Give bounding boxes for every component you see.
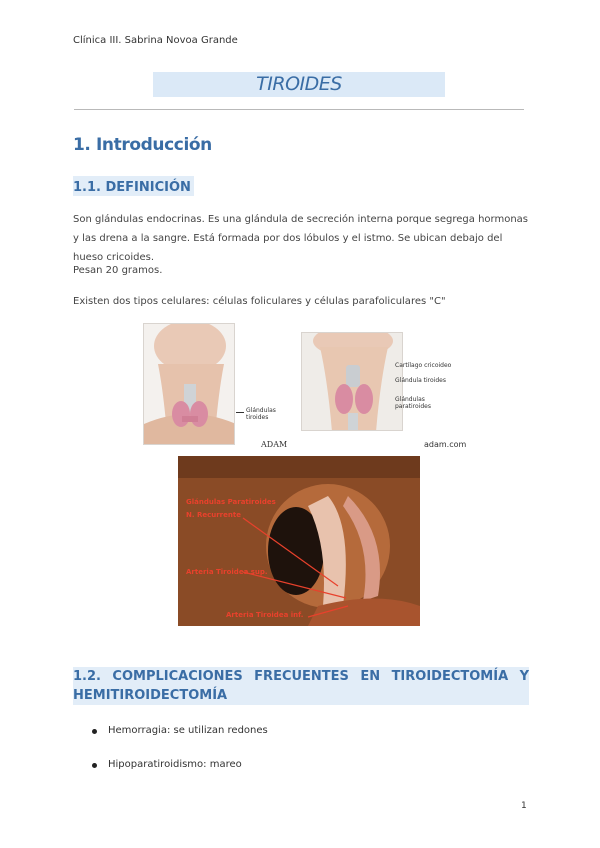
surgical-photo-parathyroid [178,456,420,626]
bullet-icon [92,763,97,768]
document-title: TIROIDES [256,73,342,95]
credit-adam-left: ADAM [261,440,288,449]
page-number: 1 [521,801,527,811]
figure2-label-thyroid: Glándula tiroides [395,377,446,384]
list-item-text: Hemorragia: se utilizan redones [108,725,268,736]
thyroid-neck-illustration [143,323,235,445]
caption-leader-line [236,412,244,413]
thyroid-neck-svg [144,324,235,445]
subsection-heading-box-definicion [73,176,194,196]
list-item [92,758,512,792]
title-divider [74,109,524,110]
paragraph-cell-types: Existen dos tipos celulares: células foliculares y células parafoliculares "C" [73,296,446,307]
figure1-caption: Glándulas tiroides [246,407,276,421]
photo-label-recurrent-nerve: N. Recurrente [186,511,241,519]
figure2-label-cricoid: Cartílago cricoideo [395,362,452,369]
list-item-text: Hipoparatiroidismo: mareo [108,759,242,770]
subsection-heading-box-complicaciones [73,667,529,705]
running-header: Clínica III. Sabrina Novoa Grande [73,35,238,46]
paragraph-weight: Pesan 20 gramos. [73,265,163,276]
credit-adam-right: adam.com [424,440,467,449]
complications-list [92,724,512,792]
thyroid-anatomy-illustration [301,332,403,431]
surgical-photo-svg [178,456,420,626]
paragraph-definition: Son glándulas endocrinas. Es una glándula de secreción interna porque segrega hormonas y las drena a la sangre. Está formada por dos lóbulos y el istmo. Se ubican debajo del hueso cricoides. [73,214,528,263]
subsection-heading-complicaciones: 1.2. COMPLICACIONES FRECUENTES EN TIROIDECTOMÍA Y HEMITIROIDECTOMÍA [73,669,529,703]
bullet-icon [92,729,97,734]
figure2-label-parathyroid: Glándulas paratiroides [395,396,431,410]
document-title-box [153,72,445,97]
photo-label-inferior-artery: Arteria Tiroidea inf. [226,611,304,619]
photo-label-parathyroid: Glándulas Paratiroides [186,498,276,506]
thyroid-anatomy-svg [302,333,403,431]
list-item [92,724,512,758]
photo-label-superior-artery: Arteria Tiroidea sup. [186,568,268,576]
subsection-heading-definicion: 1.1. DEFINICIÓN [73,180,191,195]
section-heading-introduccion: 1. Introducción [73,135,212,155]
